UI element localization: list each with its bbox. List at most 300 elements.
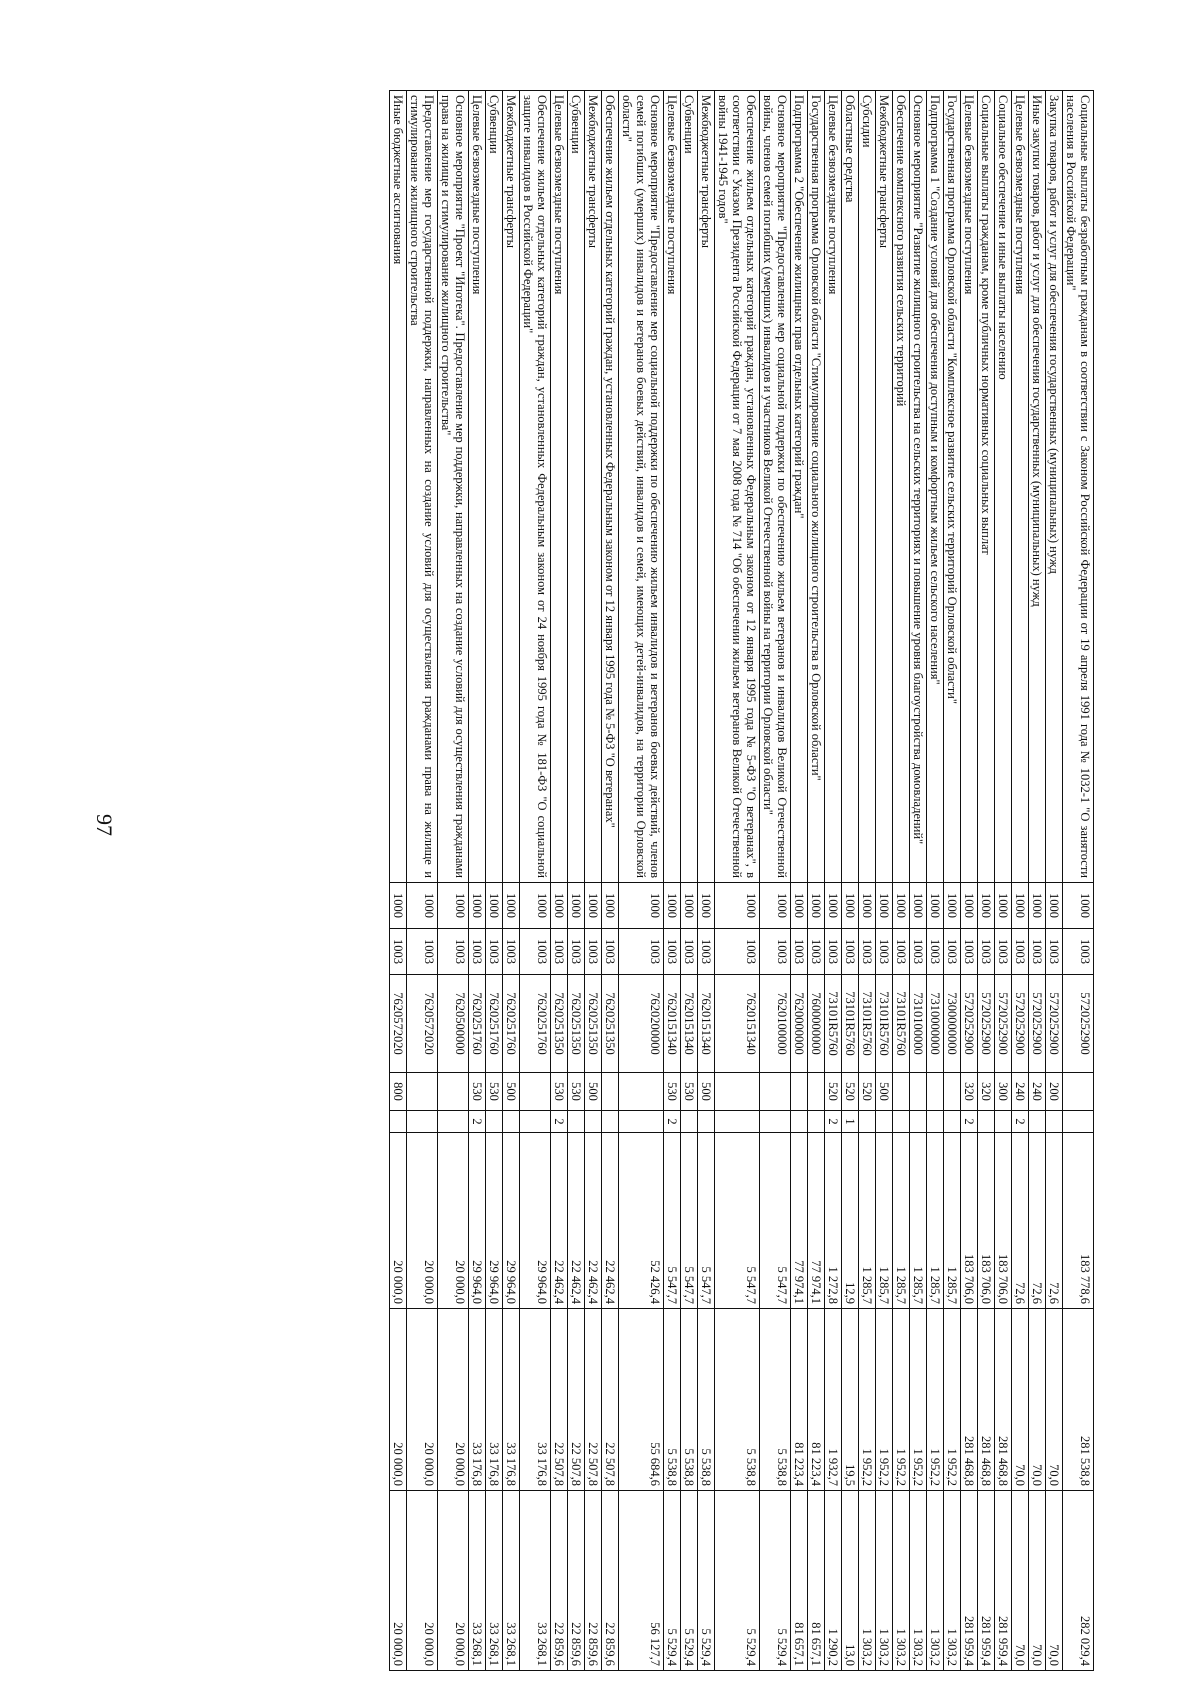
subsection-code: 1003 xyxy=(910,929,927,975)
target-article-code: 7620572020 xyxy=(407,975,438,1073)
row-name: Межбюджетные трансферты xyxy=(503,91,520,883)
source-code xyxy=(978,1111,995,1133)
amount-year-1: 20 000,0 xyxy=(407,1133,438,1309)
amount-year-2: 1 952,2 xyxy=(893,1309,910,1491)
table-row xyxy=(585,91,602,1671)
section-code: 1000 xyxy=(390,883,407,929)
amount-year-1: 72,6 xyxy=(1029,1133,1046,1309)
subsection-code: 1003 xyxy=(842,929,859,975)
target-article-code: 7310100000 xyxy=(910,975,927,1073)
expense-type-code: 530 xyxy=(551,1073,568,1111)
amount-year-2: 5 538,8 xyxy=(664,1309,681,1491)
source-code xyxy=(390,1111,407,1133)
amount-year-1: 183 706,0 xyxy=(961,1133,978,1309)
row-name: Межбюджетные трансферты xyxy=(585,91,602,883)
table-body xyxy=(390,91,1094,1671)
expense-type-code: 530 xyxy=(664,1073,681,1111)
row-name: Обеспечение комплексного развития сельских территорий xyxy=(893,91,910,883)
source-code xyxy=(520,1111,551,1133)
target-article-code: 7620251760 xyxy=(486,975,503,1073)
subsection-code: 1003 xyxy=(664,929,681,975)
target-article-code: 7620251760 xyxy=(503,975,520,1073)
amount-year-1: 77 974,1 xyxy=(791,1133,808,1309)
target-article-code: 7620572020 xyxy=(390,975,407,1073)
amount-year-2: 22 507,8 xyxy=(568,1309,585,1491)
section-code: 1000 xyxy=(995,883,1012,929)
expense-type-code: 240 xyxy=(1012,1073,1029,1111)
budget-table xyxy=(389,90,1094,1671)
amount-year-1: 5 547,7 xyxy=(681,1133,698,1309)
table-row xyxy=(1012,91,1029,1671)
table-row xyxy=(486,91,503,1671)
amount-year-2: 22 507,8 xyxy=(602,1309,619,1491)
amount-year-1: 77 974,1 xyxy=(808,1133,825,1309)
target-article-code: 7620000000 xyxy=(791,975,808,1073)
amount-year-1: 29 964,0 xyxy=(486,1133,503,1309)
amount-year-2: 5 538,8 xyxy=(698,1309,715,1491)
expense-type-code xyxy=(944,1073,961,1111)
table-row xyxy=(842,91,859,1671)
table-row xyxy=(1046,91,1063,1671)
source-code: 1 xyxy=(842,1111,859,1133)
expense-type-code xyxy=(407,1073,438,1111)
budget-table-container xyxy=(134,90,1094,1670)
subsection-code: 1003 xyxy=(859,929,876,975)
section-code: 1000 xyxy=(681,883,698,929)
expense-type-code xyxy=(438,1073,469,1111)
row-name: Межбюджетные трансферты xyxy=(698,91,715,883)
target-article-code: 7310000000 xyxy=(927,975,944,1073)
row-name: Социальное обеспечение и иные выплаты населению xyxy=(995,91,1012,883)
amount-year-3: 5 529,4 xyxy=(698,1491,715,1671)
section-code: 1000 xyxy=(1063,883,1094,929)
table-row xyxy=(407,91,438,1671)
target-article-code: 7620151340 xyxy=(715,975,760,1073)
section-code: 1000 xyxy=(944,883,961,929)
row-name: Иные бюджетные ассигнования xyxy=(390,91,407,883)
row-name: Целевые безвозмездные поступления xyxy=(469,91,486,883)
amount-year-1: 22 462,4 xyxy=(551,1133,568,1309)
section-code: 1000 xyxy=(842,883,859,929)
subsection-code: 1003 xyxy=(503,929,520,975)
amount-year-3: 281 959,4 xyxy=(995,1491,1012,1671)
row-name: Областные средства xyxy=(842,91,859,883)
source-code xyxy=(438,1111,469,1133)
section-code: 1000 xyxy=(619,883,664,929)
target-article-code: 5720252900 xyxy=(1012,975,1029,1073)
expense-type-code xyxy=(760,1073,791,1111)
amount-year-2: 1 952,2 xyxy=(876,1309,893,1491)
source-code xyxy=(876,1111,893,1133)
table-row xyxy=(995,91,1012,1671)
amount-year-1: 1 285,7 xyxy=(859,1133,876,1309)
section-code: 1000 xyxy=(825,883,842,929)
amount-year-1: 20 000,0 xyxy=(390,1133,407,1309)
expense-type-code: 500 xyxy=(585,1073,602,1111)
target-article-code: 73101R5760 xyxy=(842,975,859,1073)
section-code: 1000 xyxy=(791,883,808,929)
expense-type-code xyxy=(791,1073,808,1111)
section-code: 1000 xyxy=(551,883,568,929)
section-code: 1000 xyxy=(486,883,503,929)
row-name: Государственная программа Орловской области "Комплексное развитие сельских территорий Орловской области" xyxy=(944,91,961,883)
expense-type-code: 500 xyxy=(876,1073,893,1111)
amount-year-3: 70,0 xyxy=(1029,1491,1046,1671)
expense-type-code xyxy=(893,1073,910,1111)
expense-type-code: 530 xyxy=(681,1073,698,1111)
amount-year-2: 20 000,0 xyxy=(407,1309,438,1491)
source-code xyxy=(619,1111,664,1133)
subsection-code: 1003 xyxy=(944,929,961,975)
amount-year-1: 183 778,6 xyxy=(1063,1133,1094,1309)
expense-type-code xyxy=(715,1073,760,1111)
table-row xyxy=(681,91,698,1671)
section-code: 1000 xyxy=(664,883,681,929)
section-code: 1000 xyxy=(808,883,825,929)
target-article-code: 7620100000 xyxy=(760,975,791,1073)
target-article-code: 73101R5760 xyxy=(893,975,910,1073)
table-row xyxy=(978,91,995,1671)
amount-year-1: 1 285,7 xyxy=(893,1133,910,1309)
amount-year-2: 55 684,6 xyxy=(619,1309,664,1491)
expense-type-code xyxy=(1063,1073,1094,1111)
amount-year-1: 72,6 xyxy=(1046,1133,1063,1309)
amount-year-2: 1 952,2 xyxy=(910,1309,927,1491)
table-row xyxy=(503,91,520,1671)
section-code: 1000 xyxy=(1012,883,1029,929)
expense-type-code: 320 xyxy=(961,1073,978,1111)
source-code xyxy=(503,1111,520,1133)
section-code: 1000 xyxy=(568,883,585,929)
page-number: 97 xyxy=(92,814,117,836)
amount-year-3: 70,0 xyxy=(1046,1491,1063,1671)
section-code: 1000 xyxy=(876,883,893,929)
table-row xyxy=(808,91,825,1671)
expense-type-code: 200 xyxy=(1046,1073,1063,1111)
amount-year-3: 5 529,4 xyxy=(664,1491,681,1671)
amount-year-3: 5 529,4 xyxy=(681,1491,698,1671)
row-name: Целевые безвозмездные поступления xyxy=(551,91,568,883)
amount-year-3: 33 268,1 xyxy=(520,1491,551,1671)
row-name: Целевые безвозмездные поступления xyxy=(825,91,842,883)
amount-year-2: 19,5 xyxy=(842,1309,859,1491)
source-code xyxy=(1046,1111,1063,1133)
expense-type-code: 520 xyxy=(859,1073,876,1111)
subsection-code: 1003 xyxy=(469,929,486,975)
amount-year-1: 1 285,7 xyxy=(927,1133,944,1309)
row-name: Субсидии xyxy=(859,91,876,883)
target-article-code: 5720252900 xyxy=(1063,975,1094,1073)
table-row xyxy=(520,91,551,1671)
target-article-code: 7620500000 xyxy=(438,975,469,1073)
target-article-code: 7300000000 xyxy=(944,975,961,1073)
expense-type-code: 240 xyxy=(1029,1073,1046,1111)
amount-year-3: 70,0 xyxy=(1012,1491,1029,1671)
source-code xyxy=(910,1111,927,1133)
amount-year-2: 22 507,8 xyxy=(585,1309,602,1491)
amount-year-2: 5 538,8 xyxy=(760,1309,791,1491)
amount-year-2: 1 952,2 xyxy=(944,1309,961,1491)
target-article-code: 5720252900 xyxy=(1046,975,1063,1073)
amount-year-2: 1 932,7 xyxy=(825,1309,842,1491)
amount-year-1: 1 285,7 xyxy=(910,1133,927,1309)
table-row xyxy=(715,91,760,1671)
subsection-code: 1003 xyxy=(995,929,1012,975)
expense-type-code: 300 xyxy=(995,1073,1012,1111)
amount-year-3: 33 268,1 xyxy=(469,1491,486,1671)
subsection-code: 1003 xyxy=(791,929,808,975)
subsection-code: 1003 xyxy=(619,929,664,975)
amount-year-1: 72,6 xyxy=(1012,1133,1029,1309)
expense-type-code xyxy=(520,1073,551,1111)
amount-year-2: 33 176,8 xyxy=(486,1309,503,1491)
expense-type-code: 800 xyxy=(390,1073,407,1111)
table-row xyxy=(390,91,407,1671)
expense-type-code: 320 xyxy=(978,1073,995,1111)
row-name: Целевые безвозмездные поступления xyxy=(961,91,978,883)
amount-year-2: 20 000,0 xyxy=(438,1309,469,1491)
amount-year-2: 20 000,0 xyxy=(390,1309,407,1491)
table-row xyxy=(876,91,893,1671)
section-code: 1000 xyxy=(927,883,944,929)
source-code: 2 xyxy=(1012,1111,1029,1133)
amount-year-3: 22 859,6 xyxy=(568,1491,585,1671)
table-row xyxy=(568,91,585,1671)
row-name: Основное мероприятие "Проект "Ипотека". Предоставление мер поддержки, направленных на создание условий для осуществления гражданами права на жилище и стимулирование жилищного строительства" xyxy=(438,91,469,883)
amount-year-3: 81 657,1 xyxy=(808,1491,825,1671)
amount-year-1: 12,9 xyxy=(842,1133,859,1309)
amount-year-3: 281 959,4 xyxy=(961,1491,978,1671)
subsection-code: 1003 xyxy=(1046,929,1063,975)
subsection-code: 1003 xyxy=(825,929,842,975)
source-code xyxy=(585,1111,602,1133)
amount-year-3: 1 303,2 xyxy=(910,1491,927,1671)
target-article-code: 5720252900 xyxy=(978,975,995,1073)
source-code xyxy=(715,1111,760,1133)
source-code xyxy=(927,1111,944,1133)
section-code: 1000 xyxy=(910,883,927,929)
target-article-code: 7620251350 xyxy=(585,975,602,1073)
subsection-code: 1003 xyxy=(893,929,910,975)
row-name: Субвенции xyxy=(568,91,585,883)
source-code xyxy=(944,1111,961,1133)
amount-year-1: 5 547,7 xyxy=(715,1133,760,1309)
expense-type-code: 500 xyxy=(503,1073,520,1111)
source-code xyxy=(698,1111,715,1133)
subsection-code: 1003 xyxy=(961,929,978,975)
source-code: 2 xyxy=(961,1111,978,1133)
source-code xyxy=(995,1111,1012,1133)
source-code xyxy=(1029,1111,1046,1133)
subsection-code: 1003 xyxy=(760,929,791,975)
row-name: Обеспечение жильем отдельных категорий граждан, установленных Федеральным законом от 24 ноября 1995 года № 181-ФЗ "О социальной защите инвалидов в Российской Федерации" xyxy=(520,91,551,883)
row-name: Субвенции xyxy=(486,91,503,883)
row-name: Обеспечение жильем отдельных категорий граждан, установленных Федеральным законом от 12 января 1995 года № 5-ФЗ "О ветеранах" xyxy=(602,91,619,883)
expense-type-code xyxy=(927,1073,944,1111)
section-code: 1000 xyxy=(760,883,791,929)
source-code xyxy=(859,1111,876,1133)
subsection-code: 1003 xyxy=(808,929,825,975)
table-row xyxy=(619,91,664,1671)
expense-type-code: 500 xyxy=(698,1073,715,1111)
table-row xyxy=(551,91,568,1671)
amount-year-3: 22 859,6 xyxy=(585,1491,602,1671)
table-row xyxy=(602,91,619,1671)
table-row xyxy=(664,91,681,1671)
amount-year-2: 5 538,8 xyxy=(681,1309,698,1491)
source-code xyxy=(568,1111,585,1133)
subsection-code: 1003 xyxy=(438,929,469,975)
target-article-code: 5720252900 xyxy=(995,975,1012,1073)
amount-year-2: 22 507,8 xyxy=(551,1309,568,1491)
amount-year-2: 70,0 xyxy=(1029,1309,1046,1491)
amount-year-3: 22 859,6 xyxy=(551,1491,568,1671)
expense-type-code: 530 xyxy=(469,1073,486,1111)
row-name: Предоставление мер государственной поддержки, направленных на создание условий для осуществления гражданами права на жилище и стимулирование жилищного строительства xyxy=(407,91,438,883)
section-code: 1000 xyxy=(503,883,520,929)
section-code: 1000 xyxy=(469,883,486,929)
source-code xyxy=(808,1111,825,1133)
expense-type-code xyxy=(808,1073,825,1111)
amount-year-2: 70,0 xyxy=(1046,1309,1063,1491)
section-code: 1000 xyxy=(585,883,602,929)
amount-year-1: 29 964,0 xyxy=(520,1133,551,1309)
row-name: Закупка товаров, работ и услуг для обеспечения государственных (муниципальных) нужд xyxy=(1046,91,1063,883)
target-article-code: 73101R5760 xyxy=(825,975,842,1073)
source-code xyxy=(681,1111,698,1133)
source-code xyxy=(1063,1111,1094,1133)
amount-year-2: 1 952,2 xyxy=(859,1309,876,1491)
table-row xyxy=(859,91,876,1671)
amount-year-1: 183 706,0 xyxy=(995,1133,1012,1309)
row-name: Обеспечение жильем отдельных категорий граждан, установленных Федеральным законом от 12 января 1995 года № 5-ФЗ "О ветеранах", в соответствии с Указом Президента Российской Федерации от 7 мая 2008 года № 714 "Об обеспечении жильем ветеранов Великой Отечественной войны 1941-1945 годов" xyxy=(715,91,760,883)
amount-year-1: 5 547,7 xyxy=(698,1133,715,1309)
row-name: Подпрограмма 1 "Создание условий для обеспечения доступным и комфортным жильем сельского населения" xyxy=(927,91,944,883)
amount-year-3: 56 127,7 xyxy=(619,1491,664,1671)
target-article-code: 7600000000 xyxy=(808,975,825,1073)
amount-year-3: 81 657,1 xyxy=(791,1491,808,1671)
target-article-code: 7620251350 xyxy=(602,975,619,1073)
row-name: Государственная программа Орловской области "Стимулирование социального жилищного строительства в Орловской области" xyxy=(808,91,825,883)
expense-type-code: 520 xyxy=(825,1073,842,1111)
expense-type-code: 520 xyxy=(842,1073,859,1111)
subsection-code: 1003 xyxy=(715,929,760,975)
amount-year-2: 33 176,8 xyxy=(520,1309,551,1491)
amount-year-1: 1 285,7 xyxy=(876,1133,893,1309)
amount-year-1: 52 426,4 xyxy=(619,1133,664,1309)
amount-year-1: 20 000,0 xyxy=(438,1133,469,1309)
target-article-code: 73101R5760 xyxy=(876,975,893,1073)
amount-year-1: 1 285,7 xyxy=(944,1133,961,1309)
subsection-code: 1003 xyxy=(1012,929,1029,975)
amount-year-3: 1 303,2 xyxy=(876,1491,893,1671)
table-row xyxy=(438,91,469,1671)
subsection-code: 1003 xyxy=(1029,929,1046,975)
expense-type-code xyxy=(619,1073,664,1111)
subsection-code: 1003 xyxy=(568,929,585,975)
target-article-code: 7620151340 xyxy=(681,975,698,1073)
amount-year-1: 5 547,7 xyxy=(664,1133,681,1309)
amount-year-2: 1 952,2 xyxy=(927,1309,944,1491)
subsection-code: 1003 xyxy=(1063,929,1094,975)
amount-year-2: 281 468,8 xyxy=(961,1309,978,1491)
amount-year-1: 22 462,4 xyxy=(568,1133,585,1309)
amount-year-3: 20 000,0 xyxy=(438,1491,469,1671)
source-code xyxy=(407,1111,438,1133)
source-code xyxy=(486,1111,503,1133)
section-code: 1000 xyxy=(859,883,876,929)
amount-year-3: 20 000,0 xyxy=(407,1491,438,1671)
section-code: 1000 xyxy=(1029,883,1046,929)
amount-year-3: 1 303,2 xyxy=(927,1491,944,1671)
subsection-code: 1003 xyxy=(927,929,944,975)
section-code: 1000 xyxy=(1046,883,1063,929)
subsection-code: 1003 xyxy=(551,929,568,975)
section-code: 1000 xyxy=(961,883,978,929)
table-row xyxy=(927,91,944,1671)
amount-year-3: 22 859,6 xyxy=(602,1491,619,1671)
row-name: Основное мероприятие "Предоставление мер социальной поддержки по обеспечению жильем инвалидов и ветеранов боевых действий, членов семей погибших (умерших) инвалидов и ветеранов боевых действий, инвалидов и семей, имеющих детей-инвалидов, на территории Орловской области" xyxy=(619,91,664,883)
table-row xyxy=(961,91,978,1671)
target-article-code: 5720252900 xyxy=(961,975,978,1073)
source-code xyxy=(893,1111,910,1133)
target-article-code: 7620151340 xyxy=(664,975,681,1073)
amount-year-3: 281 959,4 xyxy=(978,1491,995,1671)
amount-year-1: 1 272,8 xyxy=(825,1133,842,1309)
table-row xyxy=(1063,91,1094,1671)
source-code: 2 xyxy=(469,1111,486,1133)
row-name: Иные закупки товаров, работ и услуг для обеспечения государственных (муниципальных) нужд xyxy=(1029,91,1046,883)
amount-year-3: 20 000,0 xyxy=(390,1491,407,1671)
target-article-code: 7620251760 xyxy=(520,975,551,1073)
expense-type-code: 530 xyxy=(568,1073,585,1111)
source-code: 2 xyxy=(664,1111,681,1133)
target-article-code: 7620251760 xyxy=(469,975,486,1073)
amount-year-3: 1 303,2 xyxy=(859,1491,876,1671)
row-name: Подпрограмма 2 "Обеспечение жилищных прав отдельных категорий граждан" xyxy=(791,91,808,883)
amount-year-2: 33 176,8 xyxy=(469,1309,486,1491)
amount-year-2: 281 468,8 xyxy=(978,1309,995,1491)
amount-year-1: 5 547,7 xyxy=(760,1133,791,1309)
table-row xyxy=(825,91,842,1671)
table-row xyxy=(893,91,910,1671)
section-code: 1000 xyxy=(893,883,910,929)
table-row xyxy=(469,91,486,1671)
source-code: 2 xyxy=(825,1111,842,1133)
row-name: Социальные выплаты безработным гражданам в соответствии с Законом Российской Федерации от 19 апреля 1991 года № 1032-1 "О занятости населения в Российской Федерации" xyxy=(1063,91,1094,883)
section-code: 1000 xyxy=(715,883,760,929)
amount-year-3: 5 529,4 xyxy=(715,1491,760,1671)
source-code xyxy=(791,1111,808,1133)
row-name: Целевые безвозмездные поступления xyxy=(664,91,681,883)
section-code: 1000 xyxy=(602,883,619,929)
amount-year-3: 33 268,1 xyxy=(486,1491,503,1671)
table-row xyxy=(760,91,791,1671)
table-row xyxy=(1029,91,1046,1671)
row-name: Субвенции xyxy=(681,91,698,883)
subsection-code: 1003 xyxy=(585,929,602,975)
amount-year-2: 281 468,8 xyxy=(995,1309,1012,1491)
subsection-code: 1003 xyxy=(390,929,407,975)
amount-year-2: 281 538,8 xyxy=(1063,1309,1094,1491)
amount-year-1: 29 964,0 xyxy=(503,1133,520,1309)
subsection-code: 1003 xyxy=(876,929,893,975)
subsection-code: 1003 xyxy=(520,929,551,975)
amount-year-1: 22 462,4 xyxy=(602,1133,619,1309)
target-article-code: 7620200000 xyxy=(619,975,664,1073)
section-code: 1000 xyxy=(978,883,995,929)
subsection-code: 1003 xyxy=(978,929,995,975)
